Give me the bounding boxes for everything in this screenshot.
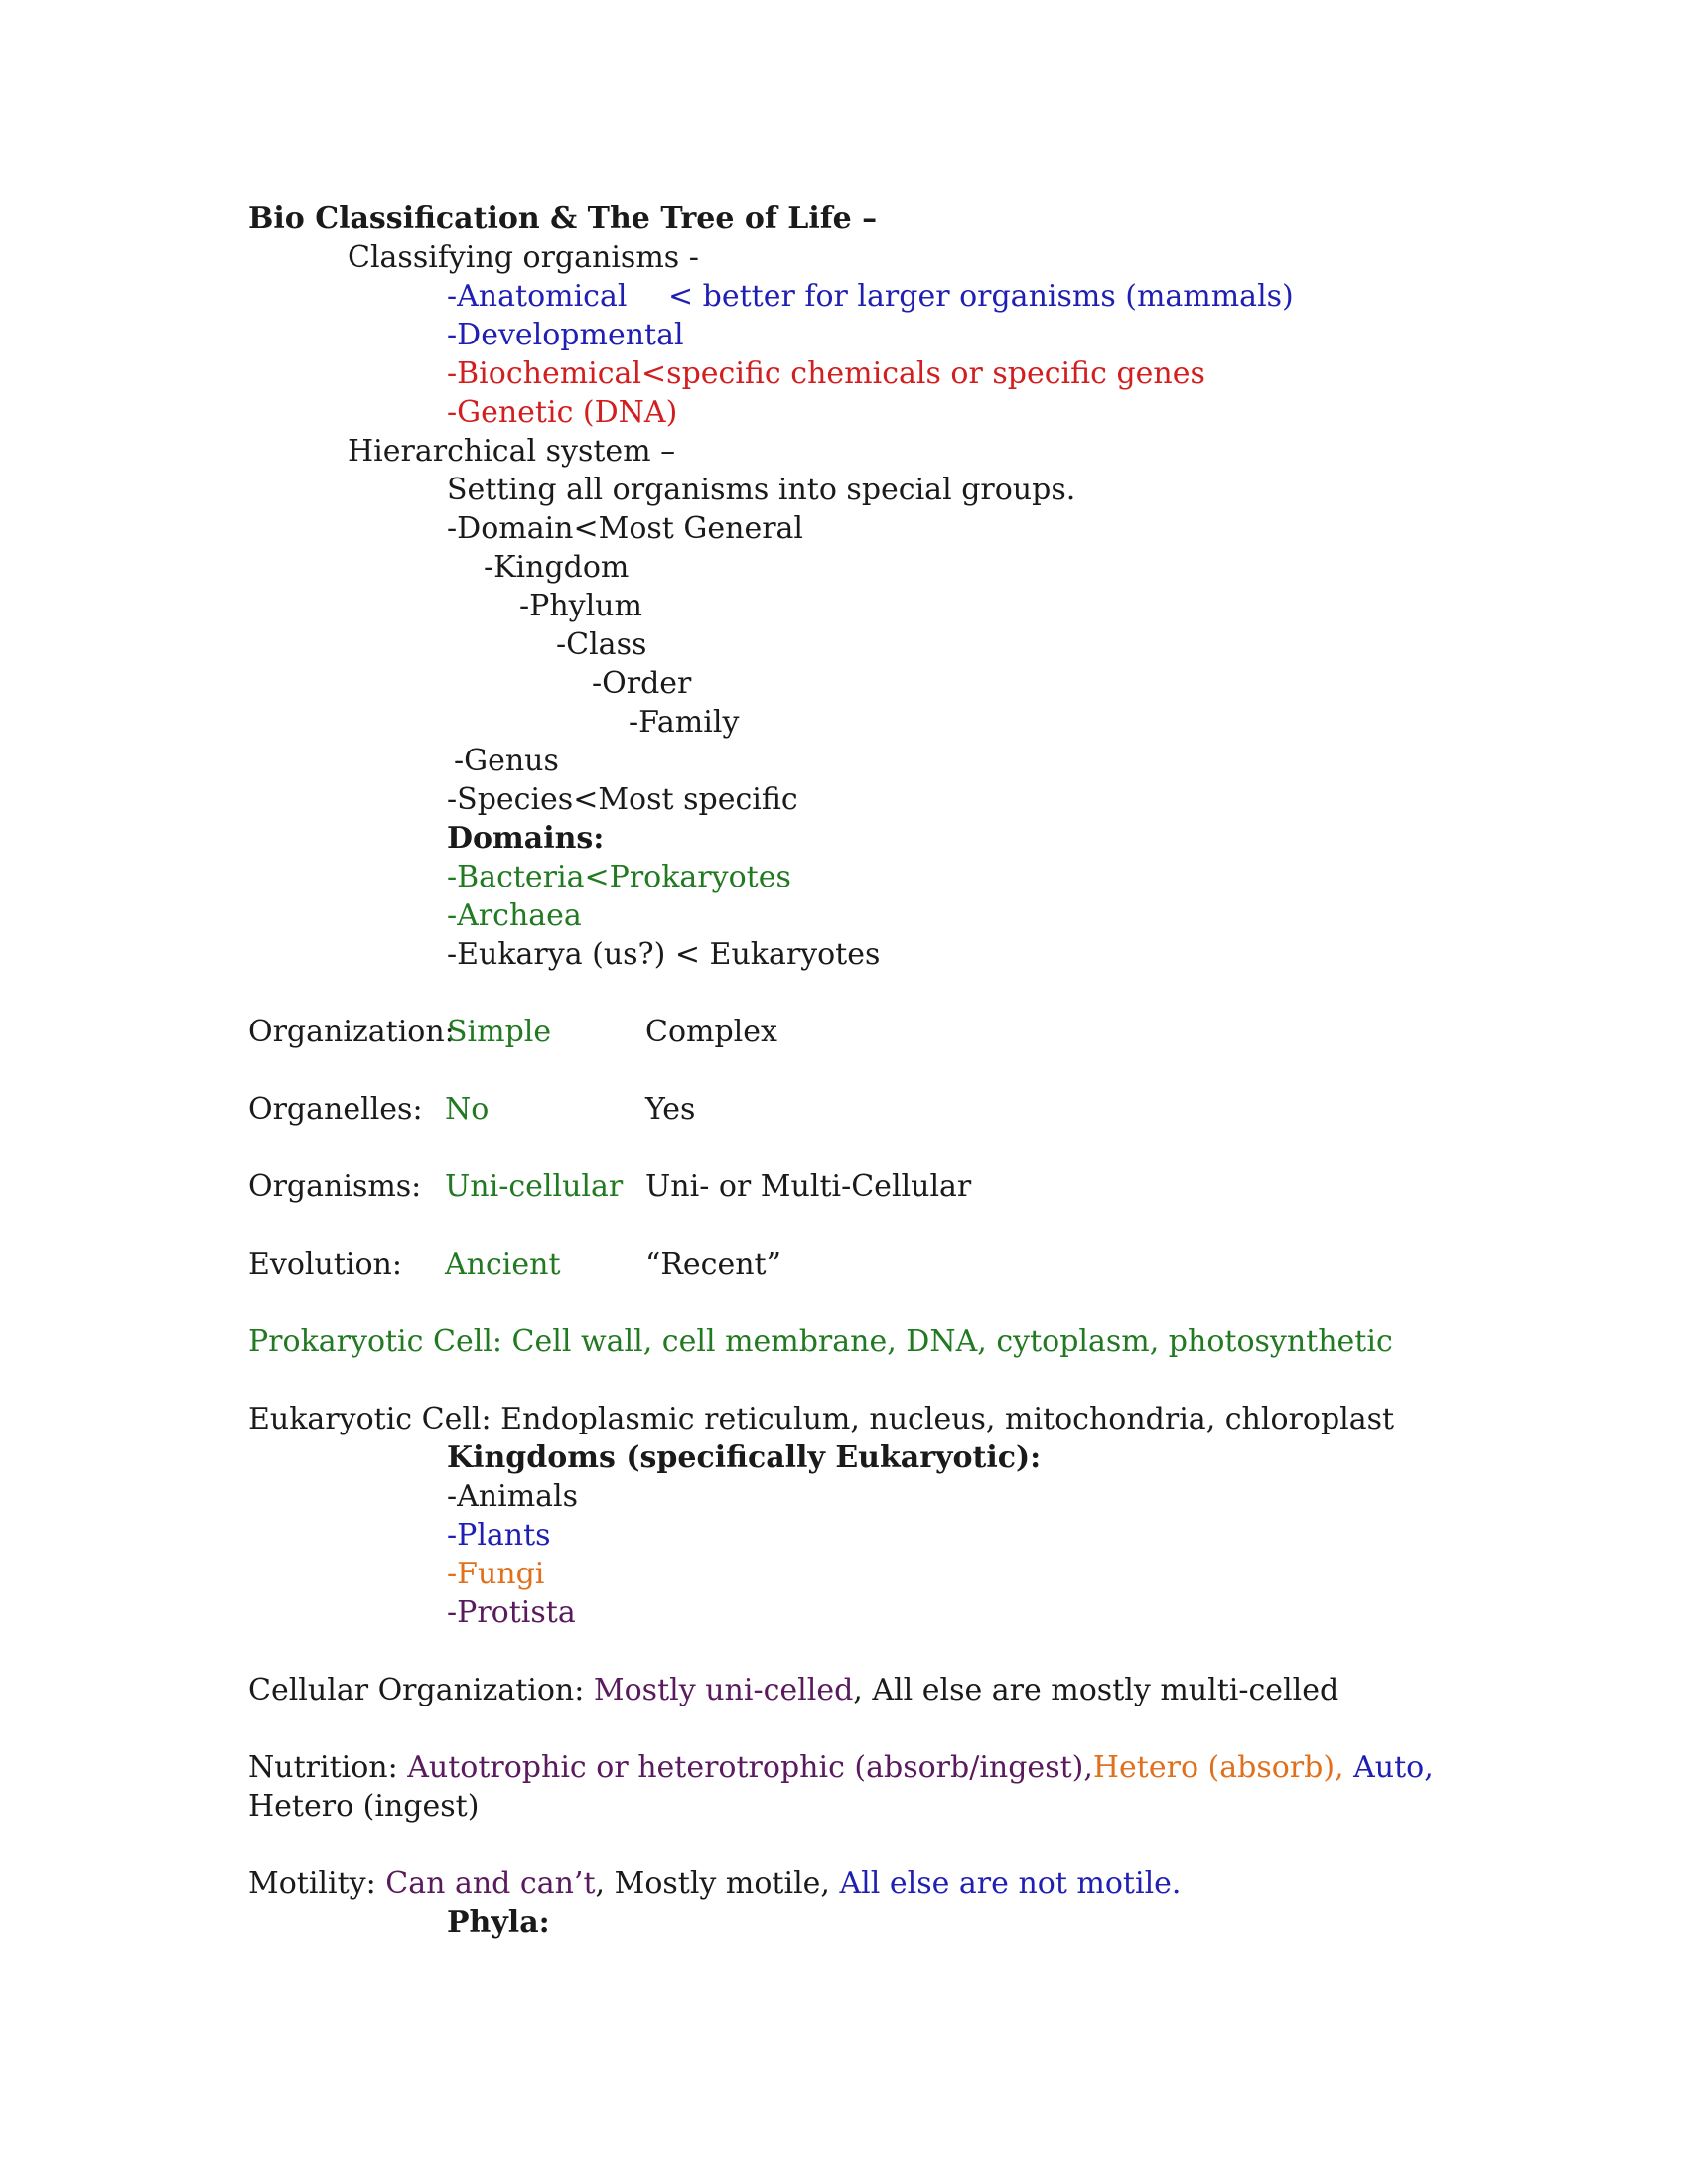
nutrition-line [248,1750,1434,1786]
domain-bacteria: -Bacteria<Prokaryotes [447,860,791,894]
rank-species: -Species<Most specific [447,782,798,817]
motility-animals: , Mostly motile, [595,1866,840,1901]
rank-kingdom: -Kingdom [484,550,630,585]
hierarchy-heading: Hierarchical system – [348,434,676,469]
nutrition-label: Nutrition: [248,1750,408,1785]
motility-line [248,1866,1181,1902]
comparison-eukaryote-value: Complex [645,1015,777,1049]
rank-domain: -Domain<Most General [447,511,804,546]
document-title: Bio Classification & The Tree of Life – [248,202,878,236]
domains-heading: Domains: [447,821,605,856]
comparison-eukaryote-value: “Recent” [645,1247,781,1282]
hierarchy-intro: Setting all organisms into special groups. [447,473,1076,507]
cellular-label: Cellular Organization: [248,1673,594,1707]
comparison-prokaryote-value: Simple [447,1015,552,1049]
eukaryotic-cell-line: Eukaryotic Cell: Endoplasmic reticulum, nucleus, mitochondria, chloroplast [248,1402,1395,1436]
motility-label: Motility: [248,1866,386,1901]
nutrition-animals: Hetero (ingest) [248,1789,480,1824]
rank-phylum: -Phylum [519,589,642,623]
kingdoms-heading: Kingdoms (specifically Eukaryotic): [447,1440,1042,1475]
kingdom-animals: -Animals [447,1479,579,1514]
nutrition-plants: Auto, [1353,1750,1434,1785]
comparison-label: Organelles: [248,1092,423,1127]
genetic-item: -Genetic (DNA) [447,395,678,430]
comparison-prokaryote-value: Uni-cellular [445,1169,624,1204]
domain-eukarya: -Eukarya (us?) < Eukaryotes [447,937,881,972]
motility-others: All else are not motile. [839,1866,1182,1901]
kingdom-plants: -Plants [447,1518,551,1553]
prokaryotic-cell-line: Prokaryotic Cell: Cell wall, cell membrane, DNA, cytoplasm, photosynthetic [248,1324,1393,1359]
comparison-label: Evolution: [248,1247,402,1282]
developmental-item: -Developmental [447,318,684,352]
rank-genus: -Genus [454,744,559,778]
comparison-label: Organization: [248,1015,455,1049]
domain-archaea: -Archaea [447,898,582,933]
comparison-prokaryote-value: No [445,1092,490,1127]
classifying-heading: Classifying organisms - [348,240,699,275]
nutrition-protista: Autotrophic or heterotrophic (absorb/ingest), [407,1750,1093,1785]
biochemical-item: -Biochemical<specific chemicals or specific genes [447,356,1205,391]
comparison-eukaryote-value: Uni- or Multi-Cellular [645,1169,972,1204]
comparison-label: Organisms: [248,1169,422,1204]
kingdom-protista: -Protista [447,1595,576,1630]
comparison-eukaryote-value: Yes [645,1092,696,1127]
cellular-others: , All else are mostly multi-celled [853,1673,1339,1707]
anatomical-item: -Anatomical [447,279,628,314]
rank-order: -Order [592,666,692,701]
phyla-heading: Phyla: [447,1905,550,1940]
rank-family: -Family [629,705,740,740]
rank-class: -Class [556,627,647,662]
kingdom-fungi: -Fungi [447,1557,545,1591]
cellular-protista: Mostly uni-celled [593,1673,854,1707]
nutrition-fungi: Hetero (absorb), [1092,1750,1354,1785]
comparison-prokaryote-value: Ancient [445,1247,561,1282]
motility-protista: Can and can’t [385,1866,596,1901]
cellular-organization-line [248,1673,1338,1708]
anatomical-note: < better for larger organisms (mammals) [668,279,1294,314]
